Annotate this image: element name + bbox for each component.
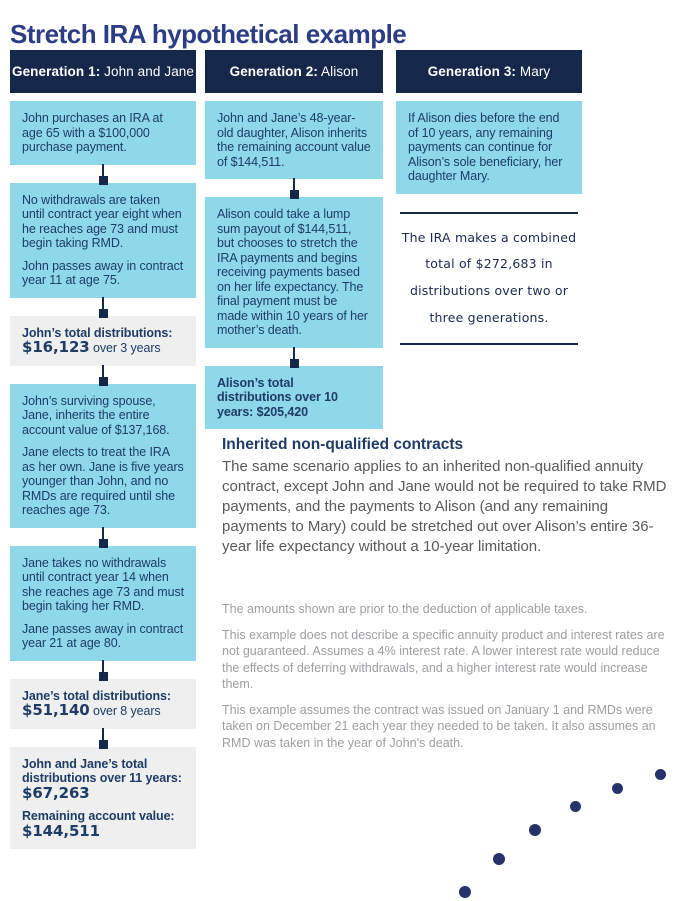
box-text: John’s surviving spouse, Jane, inherits the entire account value of $137,168. [22,393,170,437]
john-purchase-box [10,101,196,165]
box-text: Jane passes away in contract year 21 at age 80. [22,621,184,650]
disclaimers-section [222,601,667,760]
box-text: No withdrawals are taken until contract year eight when he reaches age 73 and must begin taking RMD. [22,192,182,250]
connector [205,179,383,197]
dot [529,824,541,836]
dot [493,853,505,865]
combined-total-callout: The IRA makes a combined total of $272,683 in distributions over two or three generations. [400,212,578,346]
box-text: Alison could take a lump sum payout of $144,511, but chooses to stretch the IRA payments and begins receiving payments based on her life expectancy. The final payment must be made within 10 years of her mother’s death. [217,207,368,337]
amount: $144,511 [22,821,100,840]
connector [10,528,196,546]
box-text: John’s total distributions: $16,123 over 3 years [22,325,173,356]
box-text: Jane elects to treat the IRA as her own. Jane is five years younger than John, and no RMDs are required until she reaches age 73. [22,445,184,517]
generation-1-header [10,50,196,93]
alison-inherits-box [205,101,383,179]
combined-total-box [10,747,196,850]
jane-total-distributions-box [10,679,196,729]
amount: $16,123 [22,338,90,356]
inherited-contracts-body: The same scenario applies to an inherited non-qualified annuity contract, except John and Jane would not be required to take RMD payments, and the payments to Alison (and any remaining payments to Mary) could be stretched out over Alison’s entire 36-year life expectancy without a 10-year limitation. [222,458,667,555]
connector-node [99,539,108,548]
box-text: John and Jane’s total distributions over 11 years: $67,263 [22,756,182,802]
inherited-contracts-section [222,436,674,557]
john-total-distributions-box [10,316,196,366]
inherited-contracts-heading: Inherited non-qualified contracts [222,436,464,453]
box-text: John passes away in contract year 11 at age 75. [22,258,184,287]
generation-1-header-label: Generation 1: John and Jane [11,64,195,79]
connector-node [99,309,108,318]
dot [655,769,666,780]
connector [10,366,196,384]
amount: $51,140 [22,701,90,719]
generation-2-header-label: Generation 2: Alison [229,64,359,79]
amount: $67,263 [22,783,90,802]
connector-node [99,377,108,386]
generation-3-header [396,50,582,93]
mary-beneficiary-box [396,101,582,194]
generation-3-header-label: Generation 3: Mary [427,64,551,79]
box-text: Alison’s total distributions over 10 years: $205,420 [217,375,338,419]
box-text: Remaining account value: $144,511 [22,809,175,840]
box-text: John purchases an IRA at age 65 with a $100,000 purchase payment. [22,111,163,154]
box-text: John and Jane’s 48-year-old daughter, Alison inherits the remaining account value of $144,511. [217,111,371,169]
connector-node [99,672,108,681]
connector [205,348,383,366]
disclaimer-contract-issue: This example assumes the contract was issued on January 1 and RMDs were taken on December 21 each year they needed to be taken. It also assumes an RMD was taken in the year of John’s death. [222,702,656,750]
connector-node [290,190,299,199]
alison-total-distributions-box [205,366,383,430]
jane-withdrawals-box [10,546,196,661]
box-text: Jane takes no withdrawals until contract year 14 when she reaches age 73 and must begin taking her RMD. [22,555,184,613]
connector [10,165,196,183]
dot [570,801,581,812]
connector [10,661,196,679]
disclaimer-interest-rate: This example does not describe a specific annuity product and interest rates are not guaranteed. Assumes a 4% interest rate. A lower interest rate would reduce the effects of deferring withdrawals, and a higher interest rate would increase them. [222,627,665,691]
connector-node [290,359,299,368]
dot [612,783,623,794]
connector [10,729,196,747]
generation-1-column [10,50,196,849]
disclaimer-taxes: The amounts shown are prior to the deduction of applicable taxes. [222,602,588,616]
generation-3-column [396,50,582,345]
page-title: Stretch IRA hypothetical example [10,19,407,50]
connector [10,298,196,316]
alison-stretch-box [205,197,383,348]
connector-node [99,176,108,185]
dot [459,886,471,898]
box-text: Jane’s total distributions: $51,140 over 8 years [22,688,171,719]
generation-2-header [205,50,383,93]
connector-node [99,740,108,749]
generation-2-column [205,50,383,429]
jane-inherits-box [10,384,196,528]
john-withdrawals-box [10,183,196,298]
box-text: If Alison dies before the end of 10 years, any remaining payments can continue for Alison’s sole beneficiary, her daughter Mary. [408,111,563,183]
